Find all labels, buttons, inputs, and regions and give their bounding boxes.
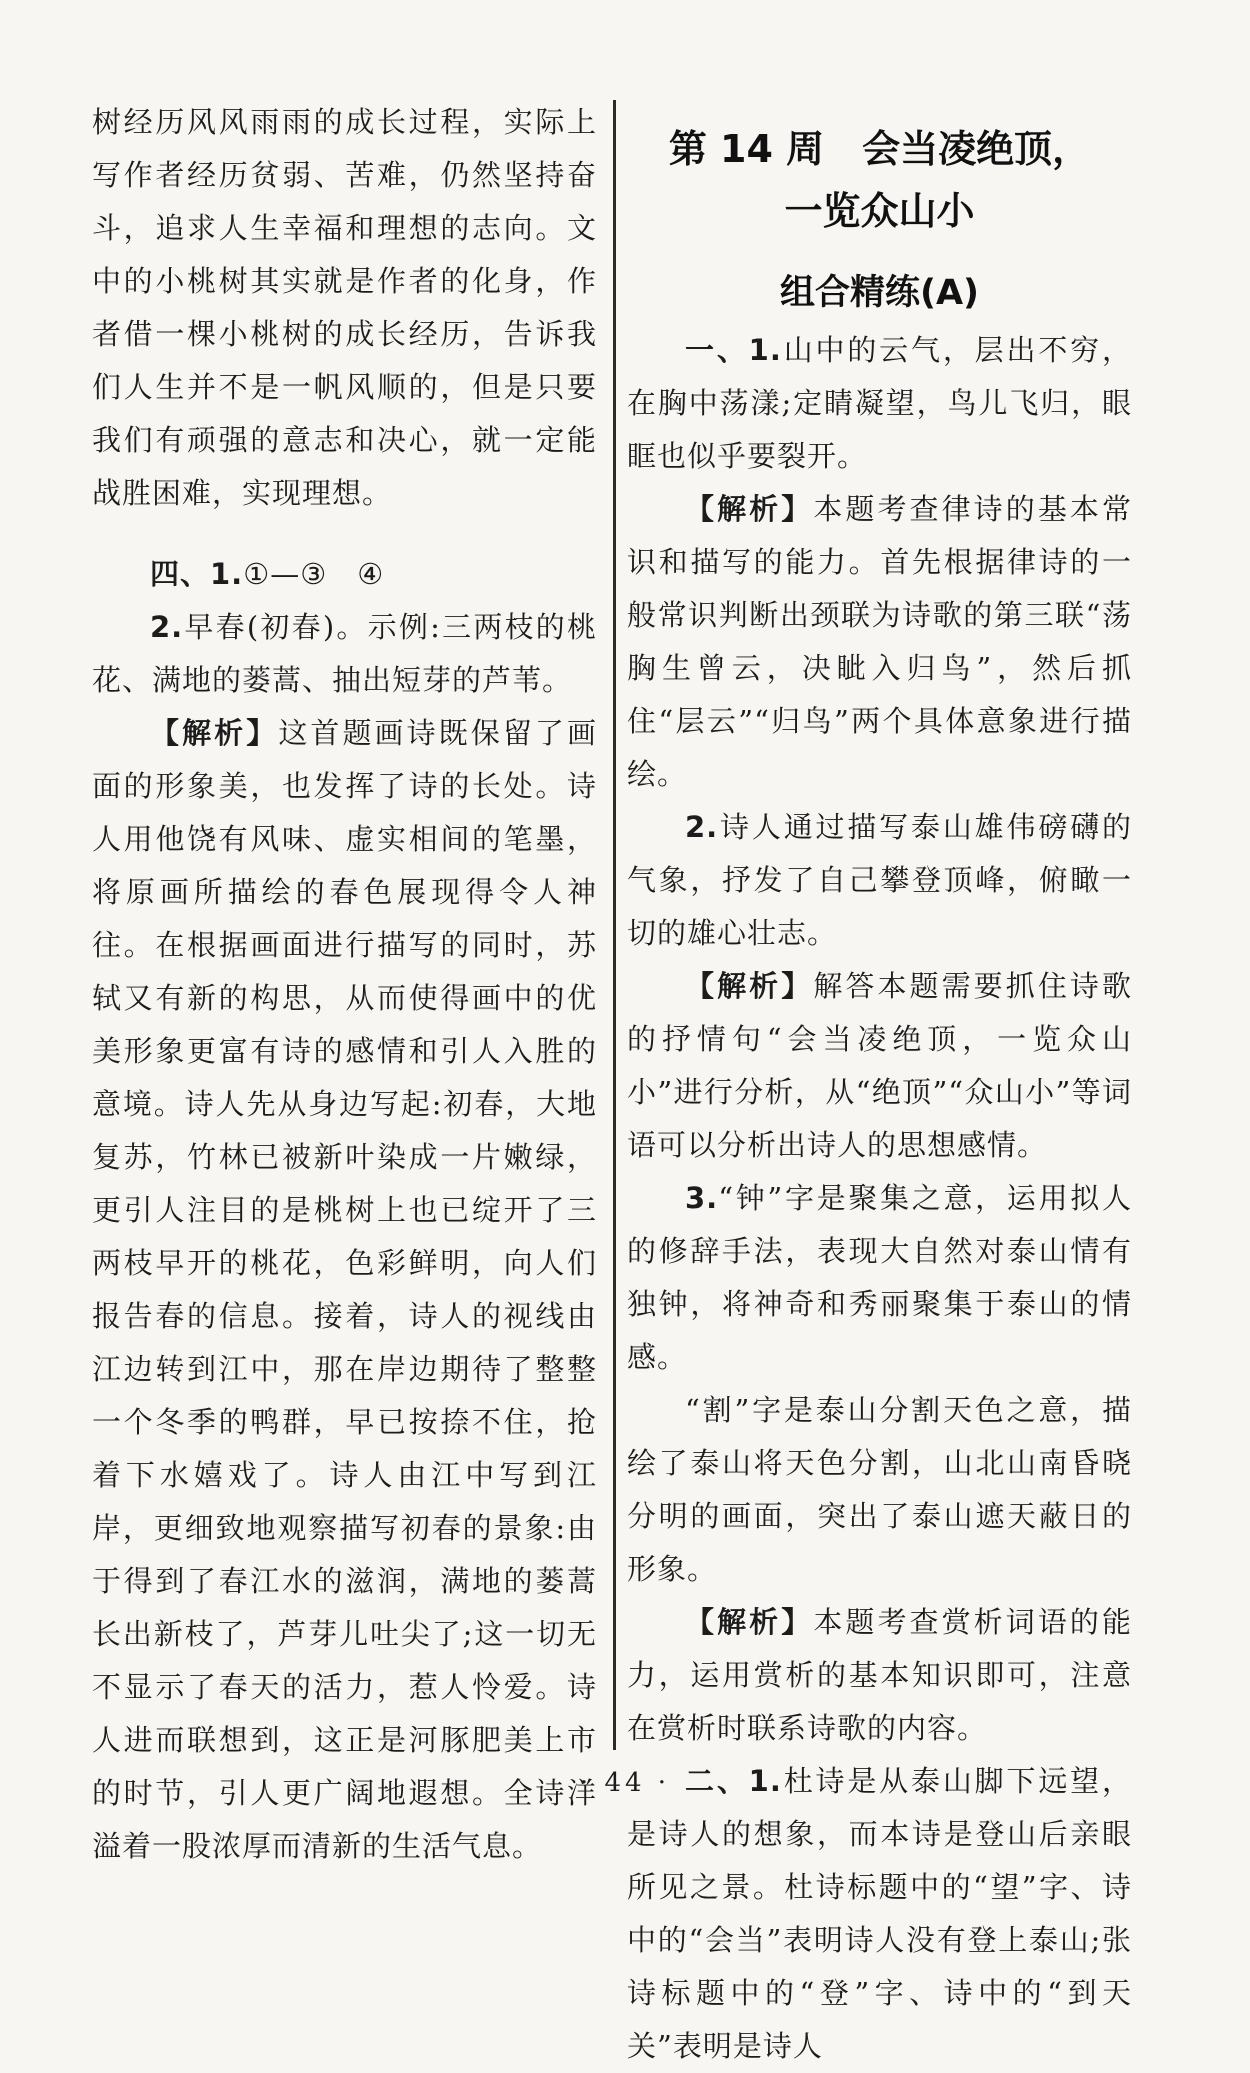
left-column bbox=[92, 96, 597, 1873]
analysis-1-3 bbox=[627, 1596, 1132, 1755]
column-divider bbox=[613, 100, 616, 1750]
analysis-text: 解答本题需要抓住诗歌的抒情句“会当凌绝顶，一览众山小”进行分析，从“绝顶”“众山小”等词语可以分析出诗人的思想感情。 bbox=[627, 969, 1132, 1162]
chapter-title-line1: 第 14 周 会当凌绝顶， bbox=[668, 127, 1091, 171]
answer-text: “钟”字是聚集之意，运用拟人的修辞手法，表现大自然对泰山情有独钟，将神奇和秀丽聚集于泰山的情感。 bbox=[627, 1181, 1132, 1374]
question-number: 四、1. bbox=[150, 557, 244, 591]
question-number: 二、1. bbox=[685, 1764, 782, 1798]
answer-4-2 bbox=[92, 601, 597, 707]
analysis-1-2 bbox=[627, 960, 1132, 1172]
analysis-tag: 【解析】 bbox=[685, 1605, 814, 1639]
analysis-text: 本题考查律诗的基本常识和描写的能力。首先根据律诗的一般常识判断出颈联为诗歌的第三联“荡胸生曾云，决眦入归鸟”，然后抓住“层云”“归鸟”两个具体意象进行描绘。 bbox=[627, 492, 1132, 791]
section-title: 组合精练(A) bbox=[779, 273, 980, 313]
continued-answer-paragraph: 树经历风风雨雨的成长过程，实际上写作者经历贫弱、苦难，仍然坚持奋斗，追求人生幸福和理想的志向。文中的小桃树其实就是作者的化身，作者借一棵小桃树的成长经历，告诉我们人生并不是一帆风顺的，但是只要我们有顽强的意志和决心，就一定能战胜困难，实现理想。 bbox=[92, 105, 597, 510]
chapter-title-line2: 一览众山小 bbox=[784, 189, 975, 233]
question-number: 一、1. bbox=[685, 333, 782, 367]
answer-1-3 bbox=[627, 1172, 1132, 1384]
analysis-text: 本题考查赏析词语的能力，运用赏析的基本知识即可，注意在赏析时联系诗歌的内容。 bbox=[627, 1605, 1132, 1745]
analysis-1-1 bbox=[627, 483, 1132, 801]
page-number: · 44 · bbox=[579, 1768, 671, 1798]
chapter-title bbox=[627, 118, 1132, 242]
question-number: 2. bbox=[685, 810, 719, 844]
answer-text: 杜诗是从泰山脚下远望，是诗人的想象，而本诗是登山后亲眼所见之景。杜诗标题中的“望”字、诗中的“会当”表明诗人没有登上泰山;张诗标题中的“登”字、诗中的“到天关”表明是诗人 bbox=[627, 1764, 1132, 2063]
answer-1-1 bbox=[627, 324, 1132, 483]
answer-text: 山中的云气，层出不穷，在胸中荡漾;定睛凝望，鸟儿飞归，眼眶也似乎要裂开。 bbox=[627, 333, 1132, 473]
answer-1-3-part2: “割”字是泰山分割天色之意，描绘了泰山将天色分割，山北山南昏晓分明的画面，突出了泰山遮天蔽日的形象。 bbox=[627, 1393, 1132, 1586]
analysis-tag: 【解析】 bbox=[685, 492, 814, 526]
answer-1-2 bbox=[627, 801, 1132, 960]
analysis-tag: 【解析】 bbox=[150, 716, 279, 750]
answer-2-1 bbox=[627, 1755, 1132, 2073]
answer-4-1 bbox=[92, 548, 597, 601]
analysis-text: 这首题画诗既保留了画面的形象美，也发挥了诗的长处。诗人用他饶有风味、虚实相间的笔墨，将原画所描绘的春色展现得令人神往。在根据画面进行描写的同时，苏轼又有新的构思，从而使得画中的优美形象更富有诗的感情和引人入胜的意境。诗人先从身边写起:初春，大地复苏，竹林已被新叶染成一片嫩绿，更引人注目的是桃树上也已绽开了三两枝早开的桃花，色彩鲜明，向人们报告春的信息。接着，诗人的视线由江边转到江中，那在岸边期待了整整一个冬季的鸭群，早已按捺不住，抢着下水嬉戏了。诗人由江中写到江岸，更细致地观察描写初春的景象:由于得到了春江水的滋润，满地的蒌蒿长出新枝了，芦芽儿吐尖了;这一切无不显示了春天的活力，惹人怜爱。诗人进而联想到，这正是河豚肥美上市的时节，引人更广阔地遐想。全诗洋溢着一股浓厚而清新的生活气息。 bbox=[92, 716, 597, 1863]
answer-text: 早春(初春)。示例:三两枝的桃花、满地的蒌蒿、抽出短芽的芦苇。 bbox=[92, 610, 597, 697]
answer-text: 诗人通过描写泰山雄伟磅礴的气象，抒发了自己攀登顶峰，俯瞰一切的雄心壮志。 bbox=[627, 810, 1132, 950]
answer-text: ①—③ ④ bbox=[243, 557, 385, 591]
analysis-4-2 bbox=[92, 707, 597, 1873]
analysis-tag: 【解析】 bbox=[685, 969, 814, 1003]
question-number: 3. bbox=[685, 1181, 719, 1215]
question-number: 2. bbox=[150, 610, 184, 644]
